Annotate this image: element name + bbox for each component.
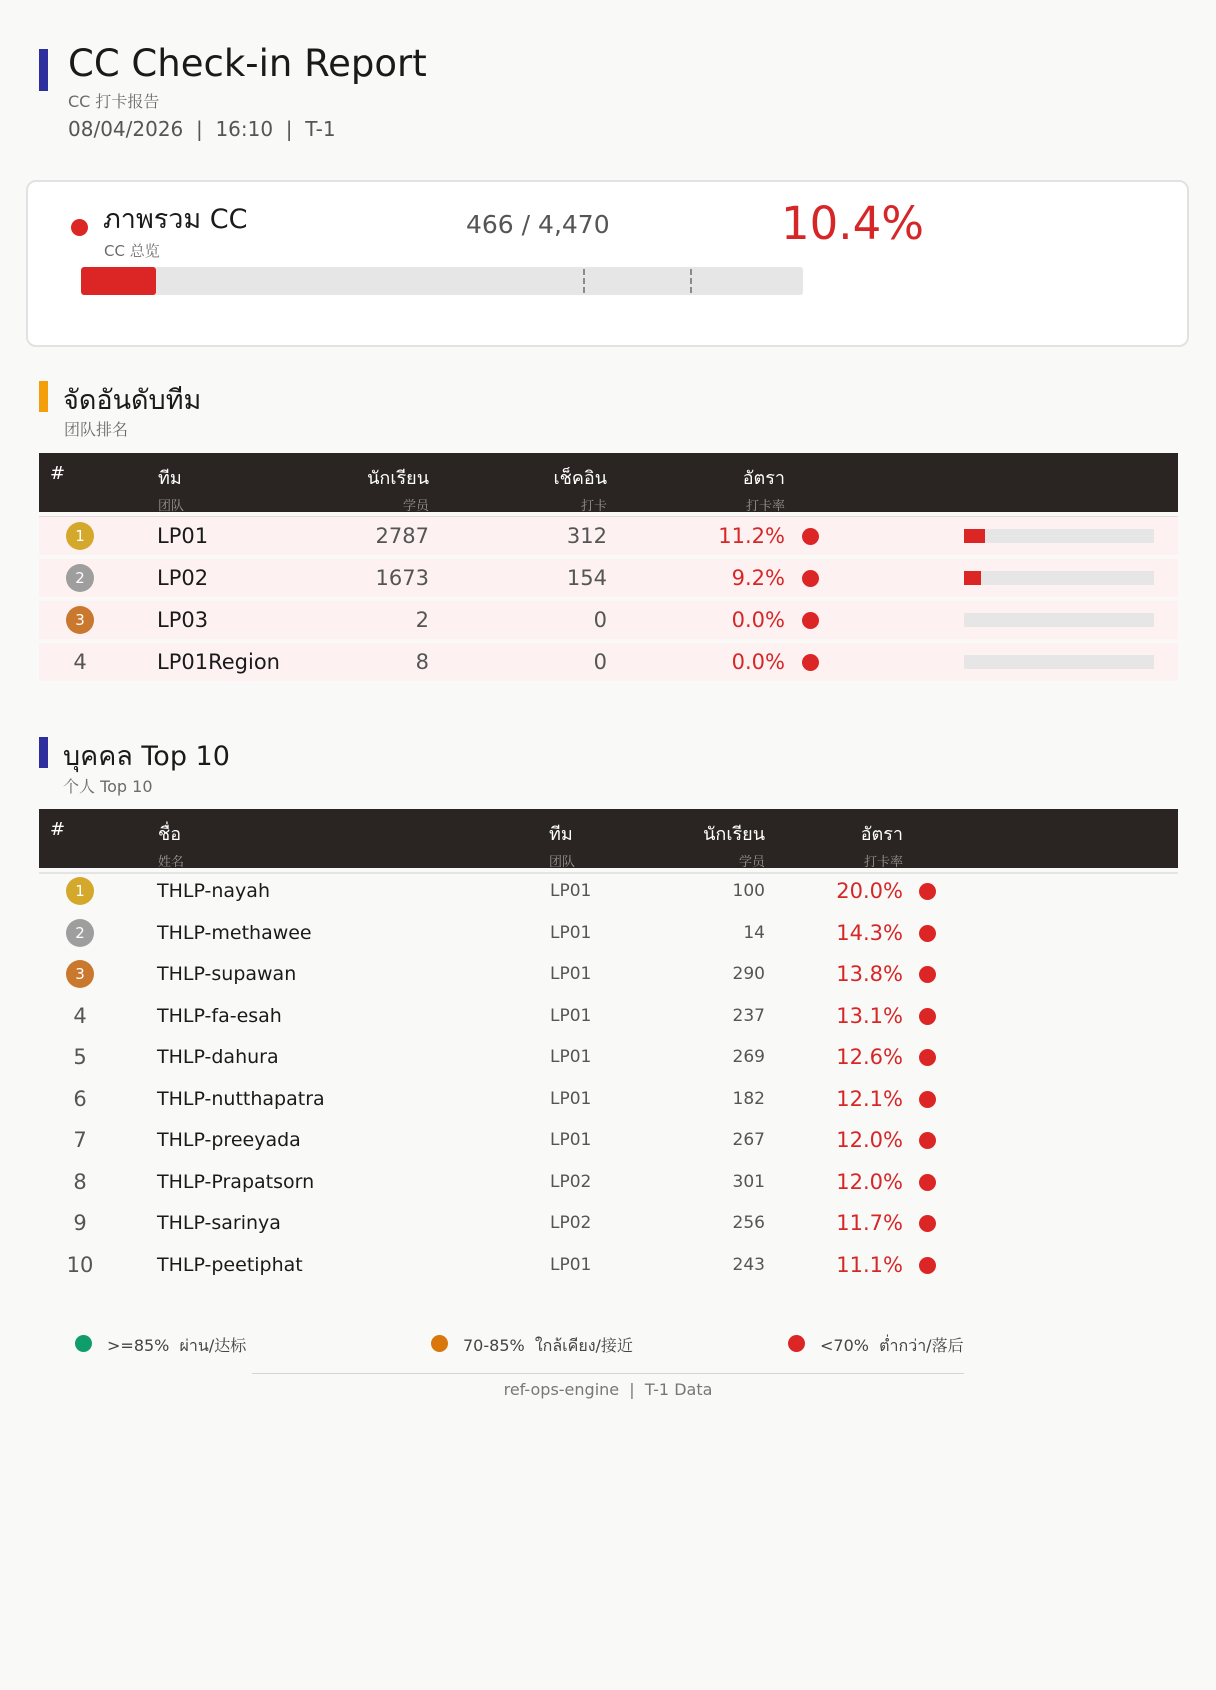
team-checkins: 154 [566,566,607,590]
team-name: LP03 [157,608,209,632]
overview-title: ภาพรวม CC [103,204,248,235]
status-dot [802,570,819,587]
rank-medal-icon: 2 [66,564,94,592]
team-table-header [39,453,1178,512]
person-students: 237 [732,1005,765,1026]
team-row [39,517,1178,555]
person-rate: 12.6% [836,1045,903,1069]
ind-col-name [158,819,184,870]
team-col-checkins-label: เช็คอิน [553,468,607,489]
overview-subtitle: CC 总览 [104,242,160,260]
team-rate-bar [964,613,1154,627]
person-students: 256 [732,1213,765,1233]
status-dot [919,1008,936,1025]
individual-table-header [39,809,1178,868]
team-col-checkins [553,463,607,514]
status-dot [802,528,819,545]
individual-section-subtitle: 个人 Top 10 [63,777,153,796]
team-students: 8 [415,650,429,674]
person-team: LP01 [550,1047,592,1067]
team-students: 1673 [375,566,429,590]
rank-number: 8 [73,1169,87,1194]
page-subtitle: CC 打卡报告 [68,92,160,111]
team-rate: 0.0% [731,608,785,632]
team-col-students-cn: 学员 [402,499,429,514]
legend-dot [788,1335,805,1352]
team-checkins: 0 [593,650,607,674]
status-dot [919,1132,936,1149]
person-rate: 12.0% [836,1169,903,1194]
team-name: LP02 [157,566,209,590]
rank-number: 10 [66,1252,94,1277]
person-students: 290 [732,964,765,984]
ind-col-rate-cn: 打卡率 [863,855,903,870]
individual-section-title: บุคคล Top 10 [63,741,230,772]
person-team: LP01 [550,1088,592,1109]
person-rate: 12.0% [836,1128,903,1152]
person-name: THLP-supawan [157,963,297,985]
legend-dot [431,1335,448,1352]
person-name: THLP-nayah [157,880,270,902]
person-rate: 13.8% [836,962,903,986]
person-team: LP01 [550,1005,592,1026]
ind-col-rank: # [50,819,66,840]
person-row [39,872,1178,910]
person-students: 182 [732,1088,765,1109]
rank-number: 5 [73,1045,87,1069]
team-rate: 0.0% [731,650,785,674]
rank-medal-icon: 1 [66,877,94,905]
team-section-subtitle: 团队排名 [64,420,129,439]
team-rate-bar [964,571,1154,585]
status-dot [919,1215,936,1232]
title-accent-bar [39,49,48,91]
person-rate: 14.3% [836,920,903,945]
ind-col-team-cn: 团队 [549,855,576,870]
person-team: LP02 [550,1213,592,1233]
team-name: LP01 [157,524,209,548]
status-dot [919,1174,936,1191]
person-rate: 20.0% [836,879,903,903]
person-row [39,997,1178,1035]
person-name: THLP-preeyada [157,1129,301,1151]
person-rate: 12.1% [836,1086,903,1111]
team-students: 2787 [375,524,429,548]
team-name: LP01Region [157,650,280,674]
person-rate: 11.7% [836,1211,903,1235]
person-team: LP01 [550,964,592,984]
team-rate: 9.2% [731,566,785,590]
team-rate-bar [964,655,1154,669]
team-col-team-label: ทีม [158,468,182,489]
threshold-85-marker [690,269,692,293]
rank-medal-icon: 1 [66,522,94,550]
footer-text: ref-ops-engine | T-1 Data [503,1380,713,1399]
rank-number: 9 [73,1211,87,1235]
team-rate-bar-fill [964,571,981,585]
legend-dot [75,1335,92,1352]
ind-col-rate [861,819,903,870]
team-section-title: จัดอันดับทีม [63,385,202,416]
rank-medal-icon: 2 [66,919,94,947]
person-row [39,955,1178,993]
person-row [39,1246,1178,1284]
overview-progress-bar [81,267,803,295]
status-dot [919,925,936,942]
team-col-rate-cn: 打卡率 [745,499,785,514]
person-name: THLP-nutthapatra [157,1087,325,1110]
person-students: 14 [743,922,765,943]
person-students: 267 [732,1130,765,1150]
individual-section-accent-bar [39,737,48,768]
team-col-team [158,463,184,514]
team-row [39,601,1178,639]
legend-label: <70% ต่ำกว่า/落后 [820,1336,964,1355]
ind-col-team [549,819,575,870]
status-dot [802,654,819,671]
team-col-team-cn: 团队 [158,499,185,514]
team-rate-bar [964,529,1154,543]
ind-col-team-label: ทีม [549,824,573,845]
status-dot [919,966,936,983]
status-dot [919,1257,936,1274]
person-rate: 11.1% [836,1252,903,1277]
person-students: 269 [732,1047,765,1067]
page-title: CC Check-in Report [68,42,427,85]
team-col-students [367,463,429,514]
overview-count: 466 / 4,470 [466,210,610,239]
team-students: 2 [415,608,429,632]
rank-number: 4 [73,1003,87,1028]
person-name: THLP-Prapatsorn [157,1170,315,1193]
team-checkins: 312 [566,524,607,548]
report-meta: 08/04/2026 | 16:10 | T-1 [68,117,336,141]
status-dot [802,612,819,629]
ind-col-name-cn: 姓名 [158,855,185,870]
ind-col-name-label: ชื่อ [158,824,182,845]
ind-col-students [703,819,765,870]
legend-label: 70-85% ใกล้เคียง/接近 [463,1336,633,1355]
person-team: LP01 [550,922,592,943]
person-name: THLP-fa-esah [157,1004,282,1027]
team-col-checkins-cn: 打卡 [580,499,607,514]
rank-medal-icon: 3 [66,960,94,988]
team-col-rate [743,463,785,514]
person-students: 243 [732,1254,765,1275]
person-team: LP01 [550,1254,592,1275]
footer-divider [252,1373,964,1374]
person-team: LP02 [550,1171,592,1192]
team-rate-bar-fill [964,529,985,543]
overview-rate: 10.4% [781,197,924,250]
rank-number: 6 [73,1086,87,1111]
person-name: THLP-methawee [157,921,312,944]
person-row [39,1163,1178,1201]
person-row [39,1080,1178,1118]
person-row [39,1204,1178,1242]
person-rate: 13.1% [836,1003,903,1028]
person-name: THLP-peetiphat [157,1253,303,1276]
person-team: LP01 [550,881,592,901]
legend-label: >=85% ผ่าน/达标 [107,1336,247,1355]
team-row [39,559,1178,597]
team-checkins: 0 [593,608,607,632]
status-dot [919,1091,936,1108]
person-name: THLP-dahura [157,1046,279,1068]
status-dot [919,1049,936,1066]
person-name: THLP-sarinya [157,1212,281,1234]
team-row [39,643,1178,681]
overview-status-dot [71,219,88,236]
ind-col-students-label: นักเรียน [703,824,765,845]
rank-number: 7 [73,1128,87,1152]
ind-col-rate-label: อัตรา [860,824,903,845]
person-students: 301 [732,1171,765,1192]
person-team: LP01 [550,1130,592,1150]
person-row [39,914,1178,952]
team-section-accent-bar [39,381,48,412]
status-dot [919,883,936,900]
threshold-70-marker [583,269,585,293]
person-row [39,1038,1178,1076]
team-col-rate-label: อัตรา [742,468,785,489]
person-students: 100 [732,881,765,901]
overview-progress-fill [81,267,156,295]
ind-col-students-cn: 学员 [738,855,765,870]
team-col-rank: # [50,463,66,484]
team-col-students-label: นักเรียน [367,468,429,489]
person-row [39,1121,1178,1159]
rank-medal-icon: 3 [66,606,94,634]
team-rate: 11.2% [718,524,785,548]
rank-number: 4 [73,650,87,674]
